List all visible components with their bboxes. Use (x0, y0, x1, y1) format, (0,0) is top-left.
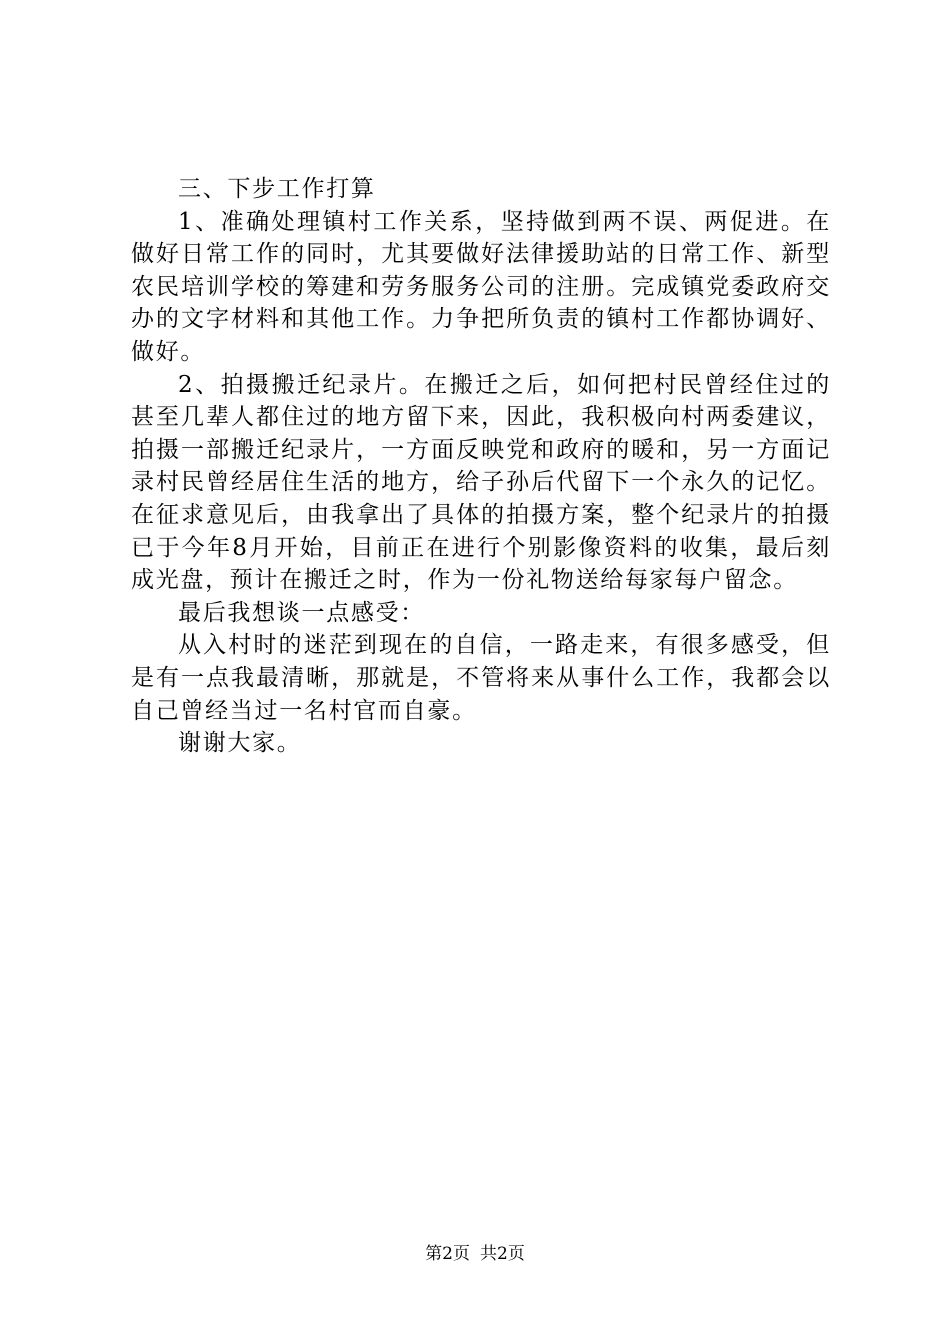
page-footer (0, 1243, 950, 1265)
paragraph-thanks: 谢谢大家。 (178, 730, 302, 757)
paragraph-closing: 从入村时的迷茫到现在的自信，一路走来，有很多感受，但是有一点我最清晰，那就是，不管将来从事什么工作，我都会以自己曾经当过一名村官而自豪。 (131, 632, 831, 724)
paragraph-closing-intro: 最后我想谈一点感受： (178, 599, 425, 626)
page-number: 第2页 (425, 1244, 470, 1264)
section-heading: 三、下步工作打算 (178, 176, 376, 202)
document-body (131, 173, 831, 760)
page-total: 共2页 (480, 1244, 525, 1264)
paragraph-item-1: 1、准确处理镇村工作关系，坚持做到两不误、两促进。在做好日常工作的同时，尤其要做好法律援助站的日常工作、新型农民培训学校的筹建和劳务服务公司的注册。完成镇党委政府交办的文字材料和其他工作。力争把所负责的镇村工作都协调好、做好。 (131, 208, 831, 365)
paragraph-item-2: 2、拍摄搬迁纪录片。在搬迁之后，如何把村民曾经住过的甚至几辈人都住过的地方留下来，因此，我积极向村两委建议，拍摄一部搬迁纪录片，一方面反映党和政府的暖和，另一方面记录村民曾经居住生活的地方，给子孙后代留下一个永久的记忆。在征求意见后，由我拿出了具体的拍摄方案，整个纪录片的拍摄已于今年8月开始，目前正在进行个别影像资料的收集，最后刻成光盘，预计在搬迁之时，作为一份礼物送给每家每户留念。 (131, 371, 831, 594)
